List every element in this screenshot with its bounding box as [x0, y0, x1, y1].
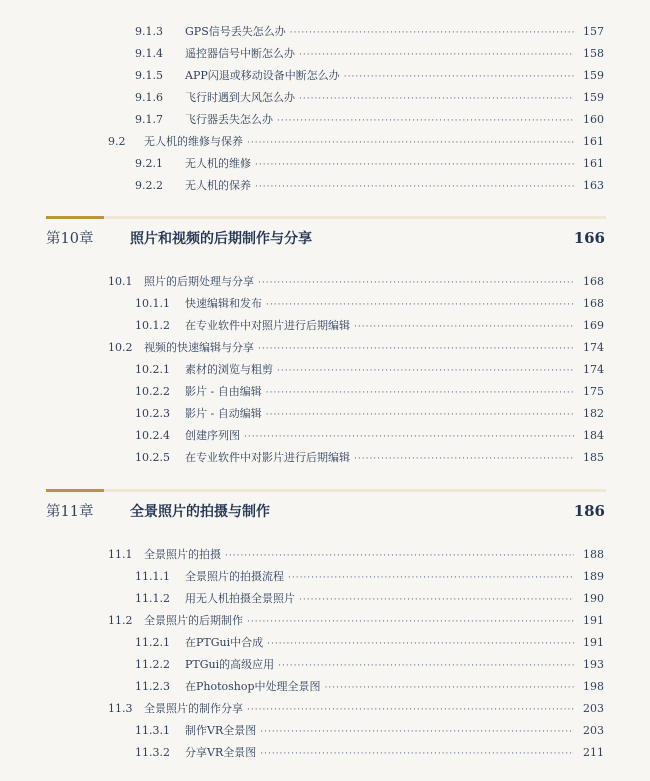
entry-number: 11.1.1 — [135, 570, 170, 583]
dot-leader — [247, 615, 574, 629]
entry-title: 无人机的保养 — [185, 179, 251, 192]
entry-page: 158 — [583, 47, 604, 60]
entry-title: 全景照片的拍摄 — [144, 548, 221, 561]
entry-title: 创建序列图 — [185, 429, 240, 442]
toc-section[interactable] — [108, 614, 604, 629]
dot-leader — [267, 637, 574, 651]
dot-leader — [278, 659, 574, 673]
entry-page: 174 — [583, 363, 604, 376]
entry-title: 无人机的维修与保养 — [144, 135, 243, 148]
entry-number: 11.3 — [108, 702, 133, 715]
entry-title: 无人机的维修 — [185, 157, 251, 170]
entry-title: APP闪退或移动设备中断怎么办 — [185, 69, 340, 82]
chapter-number: 第11章 — [46, 504, 94, 520]
entry-title: 在PTGui中合成 — [185, 636, 264, 649]
entry-number: 9.1.6 — [135, 91, 163, 104]
dot-leader — [258, 276, 574, 290]
entry-title: 全景照片的制作分享 — [144, 702, 243, 715]
toc-entry[interactable] — [135, 297, 604, 312]
chapter-page: 166 — [573, 229, 605, 247]
dot-leader — [277, 364, 574, 378]
toc-entry[interactable] — [135, 680, 604, 695]
entry-page: 169 — [583, 319, 604, 332]
dot-leader — [225, 549, 574, 563]
chapter-page: 186 — [573, 502, 605, 520]
toc-entry[interactable] — [135, 69, 604, 84]
dot-leader — [255, 180, 574, 194]
entry-title: 影片 - 自由编辑 — [185, 385, 262, 398]
entry-number: 9.2 — [108, 135, 126, 148]
entry-title: 照片的后期处理与分享 — [144, 275, 254, 288]
entry-number: 9.2.2 — [135, 179, 163, 192]
entry-page: 203 — [583, 702, 604, 715]
entry-number: 11.2 — [108, 614, 133, 627]
entry-number: 10.1.1 — [135, 297, 170, 310]
entry-title: 视频的快速编辑与分享 — [144, 341, 254, 354]
chapter-heading[interactable] — [46, 502, 605, 521]
chapter-divider — [46, 216, 606, 219]
entry-title: 制作VR全景图 — [185, 724, 257, 737]
entry-number: 10.2.5 — [135, 451, 170, 464]
entry-page: 193 — [583, 658, 604, 671]
entry-page: 159 — [583, 69, 604, 82]
entry-number: 10.1 — [108, 275, 133, 288]
dot-leader — [288, 571, 574, 585]
toc-entry[interactable] — [135, 407, 604, 422]
entry-number: 11.2.3 — [135, 680, 170, 693]
toc-entry[interactable] — [135, 636, 604, 651]
toc-section[interactable] — [108, 548, 604, 563]
chapter-divider-accent — [46, 489, 104, 492]
entry-page: 160 — [583, 113, 604, 126]
entry-title: GPS信号丢失怎么办 — [185, 25, 286, 38]
toc-entry[interactable] — [135, 451, 604, 466]
entry-number: 10.2.3 — [135, 407, 170, 420]
entry-number: 9.1.4 — [135, 47, 163, 60]
entry-number: 10.2.1 — [135, 363, 170, 376]
entry-page: 182 — [583, 407, 604, 420]
dot-leader — [266, 408, 574, 422]
dot-leader — [299, 92, 574, 106]
chapter-heading[interactable] — [46, 229, 605, 248]
entry-number: 11.2.1 — [135, 636, 170, 649]
entry-page: 161 — [583, 157, 604, 170]
dot-leader — [344, 70, 574, 84]
entry-title: 影片 - 自动编辑 — [185, 407, 262, 420]
chapter-divider-accent — [46, 216, 104, 219]
entry-page: 198 — [583, 680, 604, 693]
entry-number: 9.1.5 — [135, 69, 163, 82]
entry-page: 159 — [583, 91, 604, 104]
toc-entry[interactable] — [135, 25, 604, 40]
dot-leader — [354, 320, 574, 334]
entry-title: 全景照片的后期制作 — [144, 614, 243, 627]
toc-entry[interactable] — [135, 179, 604, 194]
entry-page: 161 — [583, 135, 604, 148]
toc-entry[interactable] — [135, 570, 604, 585]
entry-title: 飞行器丢失怎么办 — [185, 113, 273, 126]
entry-number: 11.3.1 — [135, 724, 170, 737]
entry-title: 在专业软件中对影片进行后期编辑 — [185, 451, 350, 464]
entry-number: 10.1.2 — [135, 319, 170, 332]
dot-leader — [277, 114, 574, 128]
entry-page: 175 — [583, 385, 604, 398]
toc-entry[interactable] — [135, 385, 604, 400]
entry-page: 191 — [583, 614, 604, 627]
chapter-title: 照片和视频的后期制作与分享 — [130, 231, 312, 247]
entry-title: 在专业软件中对照片进行后期编辑 — [185, 319, 350, 332]
dot-leader — [325, 681, 574, 695]
toc-entry[interactable] — [135, 363, 604, 378]
toc-entry[interactable] — [135, 113, 604, 128]
entry-page: 188 — [583, 548, 604, 561]
entry-number: 9.1.7 — [135, 113, 163, 126]
toc-section[interactable] — [108, 135, 604, 150]
entry-title: PTGui的高级应用 — [185, 658, 275, 671]
dot-leader — [255, 158, 574, 172]
chapter-divider — [46, 489, 606, 492]
entry-page: 157 — [583, 25, 604, 38]
dot-leader — [260, 725, 574, 739]
toc-entry[interactable] — [135, 47, 604, 62]
entry-page: 185 — [583, 451, 604, 464]
entry-number: 9.2.1 — [135, 157, 163, 170]
dot-leader — [247, 703, 574, 717]
entry-title: 在Photoshop中处理全景图 — [185, 680, 321, 693]
toc-entry[interactable] — [135, 724, 604, 739]
dot-leader — [354, 452, 574, 466]
toc-section[interactable] — [108, 702, 604, 717]
toc-section[interactable] — [108, 341, 604, 356]
entry-page: 203 — [583, 724, 604, 737]
entry-title: 遥控器信号中断怎么办 — [185, 47, 295, 60]
entry-number: 11.1 — [108, 548, 133, 561]
dot-leader — [247, 136, 574, 150]
entry-title: 全景照片的拍摄流程 — [185, 570, 284, 583]
toc-entry[interactable] — [135, 592, 604, 607]
dot-leader — [260, 747, 574, 761]
toc-entry[interactable] — [135, 746, 604, 761]
entry-number: 10.2.4 — [135, 429, 170, 442]
entry-number: 11.3.2 — [135, 746, 170, 759]
dot-leader — [258, 342, 574, 356]
dot-leader — [266, 298, 574, 312]
entry-number: 9.1.3 — [135, 25, 163, 38]
entry-page: 191 — [583, 636, 604, 649]
entry-title: 用无人机拍摄全景照片 — [185, 592, 295, 605]
entry-page: 189 — [583, 570, 604, 583]
entry-page: 168 — [583, 275, 604, 288]
toc-entry[interactable] — [135, 658, 604, 673]
dot-leader — [266, 386, 574, 400]
entry-number: 11.2.2 — [135, 658, 170, 671]
entry-number: 10.2.2 — [135, 385, 170, 398]
entry-title: 快速编辑和发布 — [185, 297, 262, 310]
chapter-number: 第10章 — [46, 231, 94, 247]
entry-number: 11.1.2 — [135, 592, 170, 605]
entry-title: 素材的浏览与粗剪 — [185, 363, 273, 376]
entry-page: 184 — [583, 429, 604, 442]
dot-leader — [299, 593, 574, 607]
entry-title: 飞行时遇到大风怎么办 — [185, 91, 295, 104]
entry-page: 163 — [583, 179, 604, 192]
entry-page: 211 — [583, 746, 604, 759]
entry-title: 分享VR全景图 — [185, 746, 257, 759]
toc-entry[interactable] — [135, 157, 604, 172]
chapter-title: 全景照片的拍摄与制作 — [130, 504, 270, 520]
dot-leader — [290, 26, 574, 40]
entry-page: 168 — [583, 297, 604, 310]
entry-page: 174 — [583, 341, 604, 354]
toc-entry[interactable] — [135, 91, 604, 106]
toc-entry[interactable] — [135, 319, 604, 334]
dot-leader — [244, 430, 574, 444]
toc-section[interactable] — [108, 275, 604, 290]
toc-entry[interactable] — [135, 429, 604, 444]
dot-leader — [299, 48, 574, 62]
entry-page: 190 — [583, 592, 604, 605]
entry-number: 10.2 — [108, 341, 133, 354]
